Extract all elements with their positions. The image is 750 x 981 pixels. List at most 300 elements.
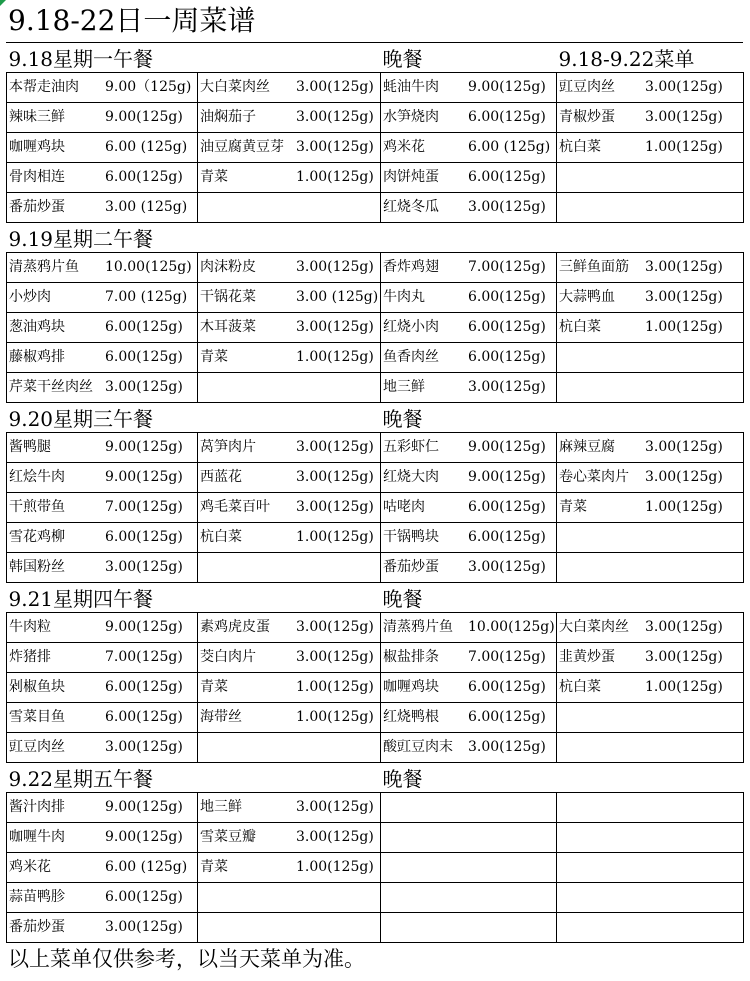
- menu-item: [381, 133, 556, 162]
- menu-cell: [7, 313, 198, 343]
- dish-name: 蒜苗鸭胗: [9, 889, 65, 905]
- menu-cell: [381, 73, 557, 103]
- menu-cell: [381, 853, 557, 883]
- menu-range-header: [557, 223, 744, 253]
- table-row: [7, 343, 744, 373]
- menu-cell: [198, 613, 381, 643]
- menu-cell: [557, 433, 744, 463]
- footer-note: 以上菜单仅供参考，以当天菜单为准。: [8, 947, 365, 971]
- menu-item: [381, 913, 556, 942]
- menu-item: [381, 673, 556, 702]
- menu-table-body: [7, 43, 744, 943]
- lunch-header: 9.21星期四午餐: [8, 587, 154, 611]
- table-row: [7, 913, 744, 943]
- dish-name: 鸡毛菜百叶: [200, 499, 270, 515]
- table-row: [7, 313, 744, 343]
- dish-name: 红烧小肉: [383, 319, 439, 335]
- dish-name: 番茄炒蛋: [9, 199, 65, 215]
- menu-cell: [557, 553, 744, 583]
- menu-item: [381, 883, 556, 912]
- dish-price: 3.00(125g): [645, 469, 723, 485]
- menu-cell: [381, 133, 557, 163]
- menu-item: [381, 73, 556, 102]
- menu-cell: [381, 283, 557, 313]
- menu-item: [7, 343, 197, 372]
- dish-name: 咖喱鸡块: [9, 139, 65, 155]
- dish-name: 红烧大肉: [383, 469, 439, 485]
- menu-cell: [7, 133, 198, 163]
- dish-price: 9.00(125g): [105, 109, 183, 125]
- dish-name: 大白菜肉丝: [559, 619, 629, 635]
- menu-item: [381, 493, 556, 522]
- table-row: [7, 523, 744, 553]
- dish-price: 6.00 (125g): [105, 859, 188, 875]
- menu-cell: [381, 163, 557, 193]
- dish-price: 3.00(125g): [296, 619, 374, 635]
- dish-name: 莴笋肉片: [200, 439, 256, 455]
- dish-price: 7.00(125g): [105, 499, 183, 515]
- menu-item: [381, 553, 556, 582]
- menu-cell: [198, 883, 381, 913]
- table-row: [7, 73, 744, 103]
- dish-price: 3.00(125g): [296, 649, 374, 665]
- menu-item: [557, 313, 743, 342]
- menu-item: [557, 343, 743, 372]
- menu-cell: [381, 493, 557, 523]
- menu-item: [381, 733, 556, 762]
- dish-price: 9.00(125g): [468, 469, 546, 485]
- menu-cell: [7, 553, 198, 583]
- table-row: [7, 553, 744, 583]
- dish-name: 酸豇豆肉末: [383, 739, 453, 755]
- dish-price: 1.00(125g): [296, 709, 374, 725]
- menu-cell: [7, 673, 198, 703]
- dinner-header: 晚餐: [382, 47, 423, 71]
- table-row: [7, 673, 744, 703]
- menu-cell: [557, 103, 744, 133]
- menu-item: [557, 703, 743, 732]
- menu-item: [381, 313, 556, 342]
- table-row: [7, 793, 744, 823]
- dish-name: 雪菜目鱼: [9, 709, 65, 725]
- menu-item: [381, 193, 556, 222]
- menu-item: [7, 193, 197, 222]
- dish-price: 6.00(125g): [105, 529, 183, 545]
- dish-name: 雪花鸡柳: [9, 529, 65, 545]
- dish-price: 3.00(125g): [296, 139, 374, 155]
- menu-range-header: [557, 763, 744, 793]
- menu-item: [557, 643, 743, 672]
- dish-price: 6.00(125g): [468, 499, 546, 515]
- dish-price: 7.00(125g): [468, 649, 546, 665]
- dish-price: 3.00(125g): [645, 79, 723, 95]
- menu-item: [198, 523, 380, 552]
- menu-cell: [198, 463, 381, 493]
- menu-item: [557, 373, 743, 402]
- dish-name: 清蒸鸦片鱼: [383, 619, 453, 635]
- menu-item: [381, 703, 556, 732]
- table-row: [7, 133, 744, 163]
- dish-price: 3.00(125g): [645, 259, 723, 275]
- dish-name: 红烧鸭根: [383, 709, 439, 725]
- menu-item: [557, 253, 743, 282]
- dish-price: 3.00(125g): [645, 289, 723, 305]
- menu-item: [7, 103, 197, 132]
- menu-cell: [7, 853, 198, 883]
- dish-name: 杭白菜: [559, 139, 601, 155]
- table-row: [7, 433, 744, 463]
- table-row: [7, 283, 744, 313]
- dish-price: 6.00(125g): [105, 319, 183, 335]
- menu-item: [198, 433, 380, 462]
- weekly-menu-table: [6, 43, 744, 943]
- dish-price: 1.00(125g): [645, 319, 723, 335]
- menu-cell: [381, 733, 557, 763]
- dinner-header: 晚餐: [382, 407, 423, 431]
- menu-item: [557, 913, 743, 942]
- menu-cell: [7, 283, 198, 313]
- menu-cell: [198, 373, 381, 403]
- menu-cell: [198, 433, 381, 463]
- dish-name: 青菜: [200, 679, 228, 695]
- dish-price: 6.00(125g): [468, 679, 546, 695]
- dish-name: 麻辣豆腐: [559, 439, 615, 455]
- table-row: [7, 163, 744, 193]
- menu-item: [557, 163, 743, 192]
- menu-cell: [198, 103, 381, 133]
- menu-cell: [198, 73, 381, 103]
- page-title: 9.18-22日一周菜谱: [6, 0, 743, 43]
- dish-name: 素鸡虎皮蛋: [200, 619, 270, 635]
- menu-cell: [557, 373, 744, 403]
- menu-cell: [198, 343, 381, 373]
- menu-item: [198, 883, 380, 912]
- table-row: [7, 463, 744, 493]
- menu-cell: [381, 823, 557, 853]
- menu-item: [557, 283, 743, 312]
- menu-cell: [381, 913, 557, 943]
- menu-cell: [557, 823, 744, 853]
- dish-price: 7.00(125g): [105, 649, 183, 665]
- dish-price: 3.00(125g): [468, 199, 546, 215]
- menu-item: [198, 163, 380, 192]
- menu-item: [7, 703, 197, 732]
- menu-cell: [557, 283, 744, 313]
- table-row: [7, 493, 744, 523]
- menu-item: [557, 433, 743, 462]
- menu-cell: [7, 493, 198, 523]
- menu-cell: [381, 793, 557, 823]
- dish-price: 6.00 (125g): [468, 139, 551, 155]
- dish-price: 3.00(125g): [296, 319, 374, 335]
- dish-price: 9.00(125g): [468, 439, 546, 455]
- menu-item: [198, 193, 380, 222]
- menu-cell: [381, 103, 557, 133]
- dish-name: 大白菜肉丝: [200, 79, 270, 95]
- dish-name: 豇豆肉丝: [559, 79, 615, 95]
- menu-cell: [198, 553, 381, 583]
- dish-name: 青菜: [200, 349, 228, 365]
- dish-name: 咕咾肉: [383, 499, 425, 515]
- dish-price: 3.00(125g): [296, 829, 374, 845]
- dish-name: 干煎带鱼: [9, 499, 65, 515]
- menu-item: [7, 283, 197, 312]
- menu-item: [7, 253, 197, 282]
- dish-price: 6.00(125g): [105, 169, 183, 185]
- dish-price: 9.00(125g): [105, 469, 183, 485]
- menu-cell: [198, 793, 381, 823]
- dish-name: 小炒肉: [9, 289, 51, 305]
- dish-price: 9.00（125g): [105, 79, 192, 95]
- menu-cell: [557, 463, 744, 493]
- dish-name: 卷心菜肉片: [559, 469, 629, 485]
- menu-range-header: [557, 583, 744, 613]
- menu-item: [198, 373, 380, 402]
- menu-item: [7, 163, 197, 192]
- menu-item: [7, 733, 197, 762]
- menu-item: [557, 613, 743, 642]
- menu-cell: [557, 613, 744, 643]
- menu-cell: [557, 853, 744, 883]
- menu-item: [198, 913, 380, 942]
- dish-price: 9.00(125g): [105, 439, 183, 455]
- menu-cell: [557, 793, 744, 823]
- dish-price: 6.00(125g): [468, 109, 546, 125]
- dish-price: 1.00(125g): [296, 169, 374, 185]
- dish-name: 油焖茄子: [200, 109, 256, 125]
- dish-name: 肉饼炖蛋: [383, 169, 439, 185]
- menu-item: [198, 703, 380, 732]
- table-row: [7, 883, 744, 913]
- menu-item: [7, 523, 197, 552]
- table-row: [7, 103, 744, 133]
- menu-item: [7, 823, 197, 852]
- menu-item: [198, 733, 380, 762]
- dish-name: 牛肉丸: [383, 289, 425, 305]
- menu-cell: [557, 523, 744, 553]
- dish-name: 红烩牛肉: [9, 469, 65, 485]
- dish-price: 3.00(125g): [105, 559, 183, 575]
- menu-cell: [7, 343, 198, 373]
- table-row: [7, 643, 744, 673]
- dish-price: 3.00(125g): [296, 499, 374, 515]
- menu-cell: [7, 433, 198, 463]
- dish-price: 3.00(125g): [645, 649, 723, 665]
- menu-cell: [198, 163, 381, 193]
- menu-cell: [7, 823, 198, 853]
- dish-name: 牛肉粒: [9, 619, 51, 635]
- dish-name: 豇豆肉丝: [9, 739, 65, 755]
- day-header-row: [7, 223, 744, 253]
- menu-item: [381, 643, 556, 672]
- menu-cell: [198, 253, 381, 283]
- menu-sheet: [6, 0, 743, 943]
- menu-item: [557, 553, 743, 582]
- dish-price: 3.00(125g): [468, 379, 546, 395]
- menu-cell: [198, 523, 381, 553]
- menu-item: [198, 283, 380, 312]
- dish-name: 本帮走油肉: [9, 79, 79, 95]
- menu-cell: [381, 373, 557, 403]
- menu-cell: [7, 103, 198, 133]
- dish-name: 咖喱牛肉: [9, 829, 65, 845]
- dish-price: 1.00(125g): [645, 139, 723, 155]
- table-row: [7, 853, 744, 883]
- dish-price: 6.00(125g): [105, 679, 183, 695]
- menu-item: [198, 73, 380, 102]
- menu-cell: [381, 433, 557, 463]
- dish-name: 杭白菜: [200, 529, 242, 545]
- menu-item: [7, 643, 197, 672]
- menu-cell: [381, 253, 557, 283]
- menu-item: [381, 823, 556, 852]
- menu-item: [198, 643, 380, 672]
- dish-price: 6.00(125g): [105, 709, 183, 725]
- dish-price: 7.00 (125g): [105, 289, 188, 305]
- dish-price: 6.00(125g): [468, 529, 546, 545]
- menu-item: [198, 253, 380, 282]
- menu-cell: [7, 643, 198, 673]
- dish-price: 3.00(125g): [468, 739, 546, 755]
- menu-item: [557, 853, 743, 882]
- menu-item: [557, 733, 743, 762]
- dish-price: 3.00(125g): [105, 379, 183, 395]
- menu-item: [7, 493, 197, 522]
- dish-price: 1.00(125g): [296, 859, 374, 875]
- dish-price: 3.00(125g): [645, 109, 723, 125]
- dish-price: 3.00 (125g): [105, 199, 188, 215]
- dish-name: 咖喱鸡块: [383, 679, 439, 695]
- dish-name: 葱油鸡块: [9, 319, 65, 335]
- menu-cell: [198, 853, 381, 883]
- dish-name: 地三鲜: [200, 799, 242, 815]
- dish-name: 青菜: [200, 169, 228, 185]
- dish-price: 6.00(125g): [468, 709, 546, 725]
- menu-cell: [198, 733, 381, 763]
- dish-price: 9.00(125g): [468, 79, 546, 95]
- menu-item: [198, 343, 380, 372]
- menu-item: [7, 793, 197, 822]
- dish-name: 剁椒鱼块: [9, 679, 65, 695]
- menu-item: [198, 853, 380, 882]
- dish-name: 西蓝花: [200, 469, 242, 485]
- dish-name: 干锅花菜: [200, 289, 256, 305]
- menu-item: [557, 463, 743, 492]
- menu-cell: [198, 823, 381, 853]
- menu-cell: [198, 673, 381, 703]
- menu-item: [381, 163, 556, 192]
- menu-item: [198, 463, 380, 492]
- menu-cell: [7, 73, 198, 103]
- menu-cell: [557, 703, 744, 733]
- dish-name: 青菜: [559, 499, 587, 515]
- menu-item: [198, 673, 380, 702]
- menu-item: [198, 613, 380, 642]
- menu-cell: [381, 343, 557, 373]
- dish-name: 鱼香肉丝: [383, 349, 439, 365]
- menu-item: [381, 613, 556, 642]
- dish-name: 肉沫粉皮: [200, 259, 256, 275]
- menu-cell: [557, 883, 744, 913]
- menu-cell: [557, 253, 744, 283]
- dish-name: 蚝油牛肉: [383, 79, 439, 95]
- dish-name: 韩国粉丝: [9, 559, 65, 575]
- menu-cell: [7, 703, 198, 733]
- table-row: [7, 253, 744, 283]
- menu-item: [7, 373, 197, 402]
- dish-price: 1.00(125g): [645, 679, 723, 695]
- menu-cell: [7, 613, 198, 643]
- menu-item: [381, 793, 556, 822]
- menu-item: [557, 73, 743, 102]
- dish-price: 9.00(125g): [105, 799, 183, 815]
- menu-cell: [7, 193, 198, 223]
- dish-name: 杭白菜: [559, 319, 601, 335]
- menu-item: [7, 133, 197, 162]
- dish-price: 3.00(125g): [105, 919, 183, 935]
- dish-name: 辣味三鲜: [9, 109, 65, 125]
- dish-price: 6.00(125g): [468, 319, 546, 335]
- dish-price: 3.00(125g): [296, 799, 374, 815]
- dish-name: 椒盐排条: [383, 649, 439, 665]
- menu-cell: [7, 163, 198, 193]
- dish-price: 3.00(125g): [645, 439, 723, 455]
- menu-item: [381, 373, 556, 402]
- lunch-header: 9.22星期五午餐: [8, 767, 154, 791]
- menu-cell: [381, 673, 557, 703]
- dinner-header: 晚餐: [382, 587, 423, 611]
- menu-item: [557, 193, 743, 222]
- menu-item: [381, 343, 556, 372]
- menu-item: [557, 793, 743, 822]
- menu-cell: [7, 373, 198, 403]
- lunch-header: 9.20星期三午餐: [8, 407, 154, 431]
- menu-cell: [557, 73, 744, 103]
- day-header-row: [7, 763, 744, 793]
- lunch-header: 9.19星期二午餐: [8, 227, 154, 251]
- menu-cell: [198, 283, 381, 313]
- menu-item: [7, 433, 197, 462]
- lunch-header: 9.18星期一午餐: [8, 47, 154, 71]
- menu-cell: [198, 913, 381, 943]
- menu-item: [7, 613, 197, 642]
- menu-item: [198, 103, 380, 132]
- dish-name: 大蒜鸭血: [559, 289, 615, 305]
- menu-item: [198, 313, 380, 342]
- menu-cell: [557, 673, 744, 703]
- menu-cell: [381, 643, 557, 673]
- menu-item: [7, 553, 197, 582]
- menu-cell: [198, 703, 381, 733]
- table-row: [7, 613, 744, 643]
- menu-cell: [557, 313, 744, 343]
- menu-item: [557, 493, 743, 522]
- dish-price: 6.00(125g): [468, 169, 546, 185]
- dish-name: 青椒炒蛋: [559, 109, 615, 125]
- day-header-row: [7, 43, 744, 73]
- dish-name: 清蒸鸦片鱼: [9, 259, 79, 275]
- menu-item: [198, 793, 380, 822]
- dish-name: 红烧冬瓜: [383, 199, 439, 215]
- menu-cell: [381, 703, 557, 733]
- dish-price: 6.00(125g): [105, 889, 183, 905]
- menu-cell: [7, 793, 198, 823]
- menu-item: [381, 283, 556, 312]
- day-header-row: [7, 403, 744, 433]
- dish-price: 9.00(125g): [105, 619, 183, 635]
- menu-cell: [7, 523, 198, 553]
- dish-price: 6.00(125g): [105, 349, 183, 365]
